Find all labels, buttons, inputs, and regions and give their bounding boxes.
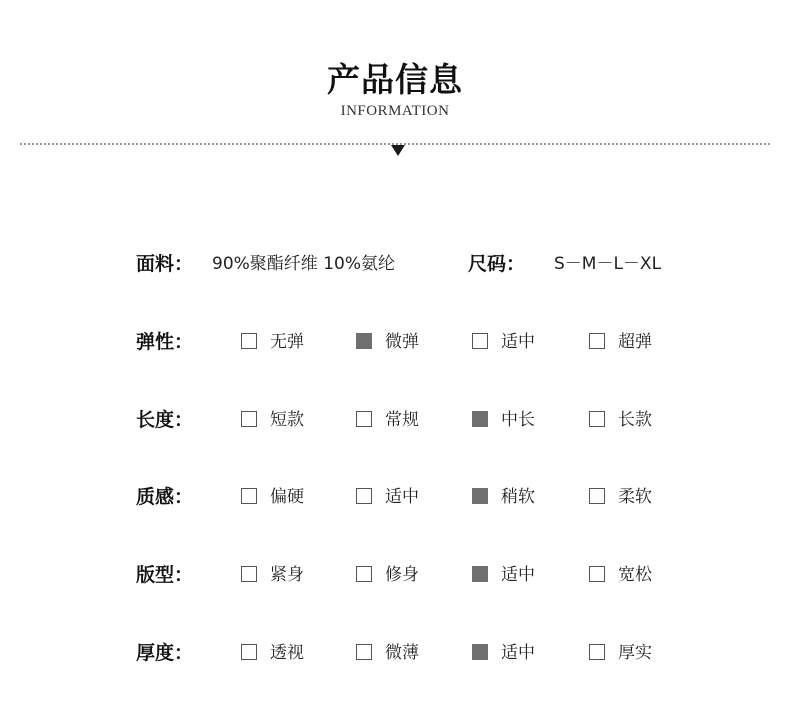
page-title: 产品信息 (327, 60, 463, 99)
checkbox-empty-icon[interactable] (241, 333, 257, 349)
option-label: 柔软 (618, 487, 652, 507)
checkbox-empty-icon[interactable] (356, 411, 372, 427)
option-label: 短款 (270, 410, 304, 430)
option-label: 宽松 (618, 565, 652, 585)
page-subtitle: INFORMATION (340, 103, 450, 119)
material-value: 90%聚酯纤维 10%氨纶 (212, 254, 395, 274)
length-label: 长度： (136, 409, 194, 431)
checkbox-empty-icon[interactable] (589, 566, 605, 582)
option-label: 适中 (501, 565, 535, 585)
checkbox-empty-icon[interactable] (589, 411, 605, 427)
checkbox-empty-icon[interactable] (356, 644, 372, 660)
checkbox-empty-icon[interactable] (356, 488, 372, 504)
option-label: 适中 (501, 643, 535, 663)
checkbox-checked-icon[interactable] (356, 333, 372, 349)
checkbox-checked-icon[interactable] (472, 566, 488, 582)
texture-label: 质感： (136, 486, 194, 508)
option-label: 稍软 (501, 487, 535, 507)
material-row (0, 249, 790, 279)
option-label: 紧身 (270, 565, 304, 585)
checkbox-empty-icon[interactable] (589, 644, 605, 660)
option-label: 透视 (270, 643, 304, 663)
thickness-label: 厚度： (136, 642, 194, 664)
checkbox-empty-icon[interactable] (472, 333, 488, 349)
option-label: 适中 (501, 332, 535, 352)
option-label: 微弹 (385, 332, 419, 352)
option-label: 超弹 (618, 332, 652, 352)
triangle-down-icon (391, 145, 405, 156)
checkbox-checked-icon[interactable] (472, 644, 488, 660)
option-label: 修身 (385, 565, 419, 585)
material-label: 面料： (136, 253, 194, 275)
option-label: 厚实 (618, 643, 652, 663)
option-label: 常规 (385, 410, 419, 430)
texture-row (0, 482, 790, 512)
option-label: 长款 (618, 410, 652, 430)
checkbox-empty-icon[interactable] (241, 566, 257, 582)
checkbox-empty-icon[interactable] (589, 333, 605, 349)
option-label: 中长 (501, 410, 535, 430)
option-label: 适中 (385, 487, 419, 507)
elasticity-row (0, 327, 790, 357)
option-label: 微薄 (385, 643, 419, 663)
thickness-row (0, 638, 790, 668)
checkbox-checked-icon[interactable] (472, 488, 488, 504)
option-label: 偏硬 (270, 487, 304, 507)
elasticity-label: 弹性： (136, 331, 194, 353)
fit-label: 版型： (136, 564, 194, 586)
fit-row (0, 560, 790, 590)
checkbox-empty-icon[interactable] (356, 566, 372, 582)
length-row (0, 405, 790, 435)
checkbox-empty-icon[interactable] (241, 411, 257, 427)
checkbox-checked-icon[interactable] (472, 411, 488, 427)
option-label: 无弹 (270, 332, 304, 352)
size-label: 尺码： (468, 253, 526, 275)
checkbox-empty-icon[interactable] (241, 644, 257, 660)
checkbox-empty-icon[interactable] (241, 488, 257, 504)
size-value: S－M－L－XL (554, 254, 662, 274)
checkbox-empty-icon[interactable] (589, 488, 605, 504)
